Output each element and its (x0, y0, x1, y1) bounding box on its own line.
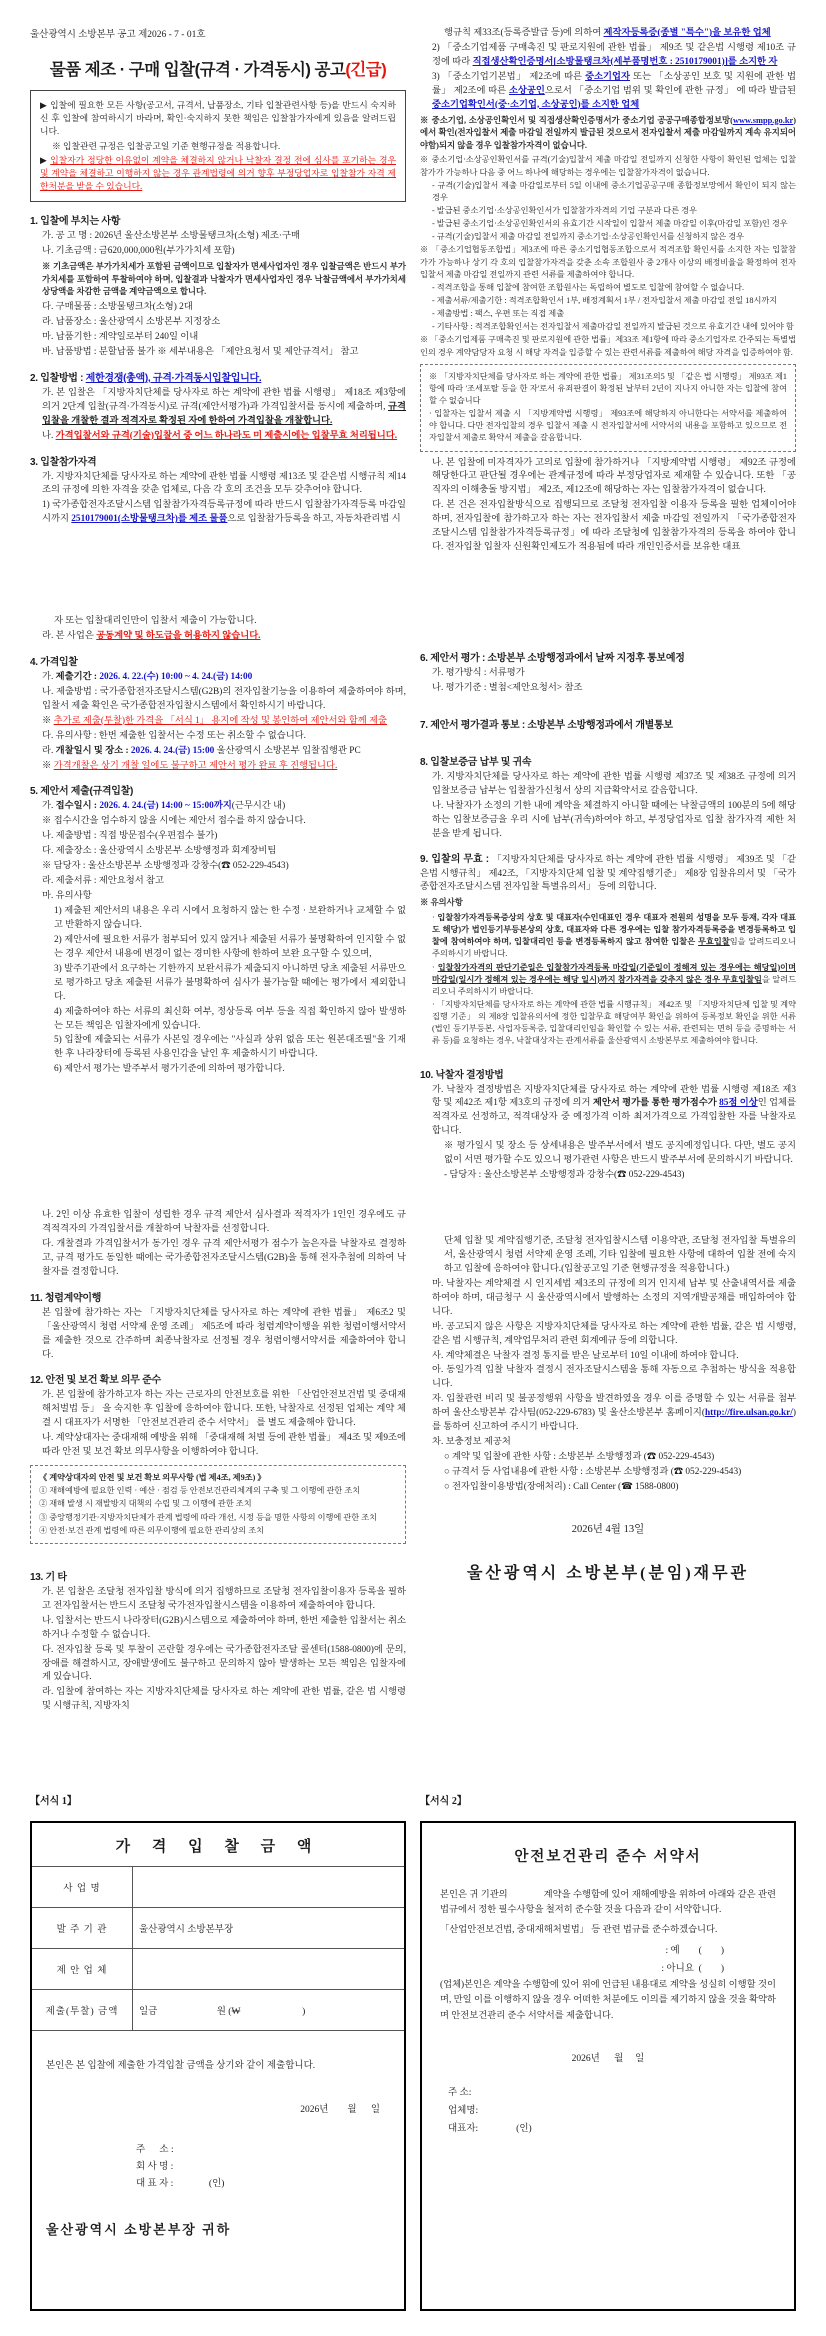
notice-number: 울산광역시 소방본부 공고 제2026 - 7 - 01호 (30, 30, 206, 40)
text-block: ※ 「중소기업협동조합법」제3조에 따른 중소기업협동조합으로서 적격조합 확인서를 소지한 자는 입찰참가가 가능하나 상기 각 호의 입찰참가자격을 갖춘 소속 조합원사 중 2개사 이상의 배정비율을 확정하여 전자입찰서 제출 마감일 전일까지 관련 서류를 제출하여야 합니다. (420, 245, 796, 279)
form2-paragraph-2: 「산업안전보건법, 중대재해처벌법」 등 관련 법규를 준수하겠습니다. (440, 1924, 718, 1935)
text-block: 차. 보충정보 제공처 (432, 1437, 511, 1448)
text-block: 2) 「중소기업제품 구매촉진 및 판로지원에 관한 법률」 제9조 및 같은법 시행령 제10조 규정에 따라 직접생산확인증명서[소방물탱크차(세부품명번호 : 2510179001)]를 소지한 자 (432, 42, 796, 67)
spacer (420, 697, 796, 707)
text-block: - 제출서류/제출기한 : 적격조합확인서 1부, 배정계획서 1부 / 전자입찰서 제출 마감일 전일 18시까지 (432, 296, 778, 305)
section-heading: 7. 제안서 평가결과 통보 : 소방본부 소방행정과에서 개별통보 (420, 719, 673, 731)
form1-bidder-value (133, 1949, 405, 1990)
section-heading: 6. 제안서 평가 : 소방본부 소방행정과에서 날짜 지정후 통보예정 (420, 653, 685, 664)
text-block: 마. 낙찰자는 계약체결 시 인지세법 제3조의 규정에 의거 인지세 납부 및 산출내역서를 제출하여야 하며, 대금청구 시 울산광역시에서 발행하는 소정의 지역개발공채를 매입하여야 합니다. (432, 1278, 796, 1317)
text-block: 마. 납품기한 : 계약일로부터 240일 이내 (42, 331, 199, 342)
text-block: - 적격조합을 통해 입찰에 참여한 조합원사는 독립하여 별도로 입찰에 참여할 수 없습니다. (432, 282, 745, 292)
text-block: 나. 제출방법 : 국가종합전자조달시스템(G2B)의 전자입찰기능을 이용하여 제출하여야 하며, 입찰서 제출 확인은 국가종합전자입찰시스템에서 확인하시기 바랍니다. (42, 686, 406, 711)
form2-date-line: 2026년 월 일 (571, 2053, 645, 2064)
text-block: 다. 개찰결과 가격입찰서가 동가인 경우 규격 제안서평가 점수가 높은자를 낙찰자로 결정하고, 규격 평가도 동일한 때에는 국가종합전자조달시스템(G2B)을 통해 전자추첨에 의하여 낙찰자를 결정합니다. (42, 1238, 406, 1277)
form2-no-option: : 아니요 ( ) (661, 1963, 724, 1974)
form1-label: 【서식 1】 (30, 1796, 77, 1807)
text-block: ▶ 입찰자가 정당한 이유없이 계약을 체결하지 않거나 낙찰자 결정 전에 심사를 포기하는 경우 및 계약을 체결하고 이행하지 않는 경우 관계법령에 의거 향후 부정당업자로 입찰참가 자격 제한처분을 받을 수 있습니다. (40, 154, 396, 192)
text-block: · 입찰참가자격의 판단기준일은 입찰참가자격등록 마감일(기준일이 정해져 있는 경우에는 해당일)이며 마감일(일시가 정해져 있는 경우에는 해당 일시)까지 참가자격을 갖추지 않은 경우 무효입찰임을 알려드리오니 주의하시기 바랍니다. (432, 962, 796, 996)
form1-bidder-label: 제 안 업 체 (32, 1949, 133, 1990)
text-block: ※ 중소기업, 소상공인확인서 및 직접생산확인증명서가 중소기업 공공구매종합정보망(www.smpp.go.kr)에서 확인(전자입찰서 제출 마감일 전일까지 발급된 것으로서 전자입찰서 제출 마감일까지 계속 유지되어야함)되지 않을 경우 입찰참가자격이 없습니다. (420, 115, 796, 150)
form1-amount-label: 제출(투찰) 금액 (32, 1990, 133, 2031)
text-block: 자 또는 입찰대리인만이 입찰서 제출이 가능합니다. (54, 616, 257, 626)
text-block: 행규칙 제33조(등록증발급 등)에 의하여 제작자등록증(종별 "특수")을 보유한 업체 (444, 28, 771, 38)
text-block: ※ 평가일시 및 장소 등 상세내용은 발주부서에서 별도 공지예정입니다. 다만, 별도 공지 없이 서면 평가할 수도 있으니 평가관련 사항은 반드시 발주부서에 문의하시기 바랍니다. (444, 1141, 796, 1166)
text-block: 1) 제출된 제안서의 내용은 우리 시에서 요청하지 않는 한 수정 · 보완하거나 교체할 수 없고 반환하지 않습니다. (54, 906, 406, 930)
text-block: - 담당자 : 울산소방본부 소방행정과 강창수(☎ 052-229-4543) (444, 1170, 685, 1181)
text-block: 4) 제출하여야 하는 서류의 최신화 여부, 정상등록 여부 등을 직접 확인하지 않아 발생하는 모든 책임은 입찰자에게 있습니다. (54, 1006, 406, 1031)
form2-yes-option: : 예 ( ) (665, 1945, 724, 1956)
text-block: 가. 본 입찰은 「지방자치단체를 당사자로 하는 계약에 관한 법률 시행령」 제18조 제3항에 의거 2단계 입찰(규격·가격동시)로 규격(제안서평가)과 가격입찰서를 동시에 제출하며, 규격입찰을 개찰한 결과 적격자로 확정된 자에 한하여 가격입찰을 개찰합니다. (42, 387, 406, 426)
text-block: 3) 발주기관에서 요구하는 기한까지 보완서류가 제출되지 아니하면 당초 제출된 서류만으로 평가하고 당초 제출된 서류가 불명확하여 심사가 불가능할 때에는 평가에서 제외합니다. (54, 963, 406, 1002)
text-block: 나. 기초금액 : 금620,000,000원(부가가치세 포함) (42, 246, 235, 257)
text-block: 9. 입찰의 무효 : 「지방자치단체를 당사자로 하는 계약에 관한 법률 시행령」 제39조 및 「같은법 시행규칙」 제42조, 「지방자치단체 입찰 및 계약집행기준」 제8장 입찰유의서 및 「국가종합전자조달시스템 전자입찰 특별유의서」 등에 의합니다. (420, 853, 796, 893)
text-block: 나. 입찰서는 반드시 나라장터(G2B)시스템으로 제출하여야 하며, 한번 제출한 입찰서는 취소하거나 수정할 수 없습니다. (42, 1615, 406, 1640)
text-block: 나. 제출방법 : 직접 방문접수(우편접수 불가) (42, 831, 218, 842)
form1-signature-fields (136, 2141, 404, 2189)
text-block: 5) 입찰에 제출되는 서류가 사본일 경우에는 "사실과 상위 없음 또는 원본대조필"을 기재한 후 나라장터에 등록된 사용인감을 날인 후 제출하시기 바랍니다. (54, 1035, 406, 1060)
text-block: ※ 「지방자치단체를 당사자로 하는 계약에 관한 법률」 제31조의5 및 「같은 법 시행령」 제93조 제1항에 따라 '조세포탈 등을 한 자'로서 유죄판결이 확정된 날부터 2년이 지나지 아니한 자는 입찰에 참여할 수 없습니다 (429, 371, 787, 405)
section-heading: 12. 안전 및 보건 확보 의무 준수 (30, 1375, 161, 1387)
text-block: 다. 구매물품 : 소방물탱크차(소형) 2대 (42, 302, 193, 313)
form1-address-field: 주 소 : (136, 2145, 174, 2155)
form1-project-label: 사 업 명 (32, 1867, 133, 1908)
pledge-note-box (420, 364, 796, 452)
text-block: ※ 중소기업·소상공인확인서를 규격(기술)입찰서 제출 마감일 전일까지 신청한 사항이 확인된 업체는 입찰참가가 가능하나 다음 중 어느 하나에 해당하는 경우에는 입찰참가자격이 없습니다. (420, 155, 796, 177)
spacer (420, 1049, 796, 1057)
notice-box (30, 90, 406, 202)
text-block: - 제출방법 : 팩스, 우편 또는 직접 제출 (432, 309, 565, 319)
form2-company-field: 업체명: (448, 2105, 479, 2116)
spacer (420, 734, 796, 744)
text-block: - 규격(기술)입찰서 제출 마감일 전일까지 중소기업·소상공인확인서를 신청하지 않은 경우 (432, 232, 745, 242)
form1-amount-value: 일금 원 (₩ ) (133, 1990, 405, 2031)
text-block: 다. 유의사항 : 한번 제출한 입찰서는 수정 또는 취소할 수 없습니다. (42, 730, 306, 741)
price-bid-form-box (30, 1821, 406, 2311)
form2-title: 안전보건관리 준수 서약서 (514, 1849, 702, 1865)
text-block: 가. 공 고 명 : 2026년 울산소방본부 소방물탱크차(소형) 제조·구매 (42, 231, 300, 242)
table-row (32, 1867, 404, 1908)
section-heading: 13. 기 타 (30, 1571, 67, 1583)
text-block: ○ 규격서 등 사업내용에 관한 사항 : 소방본부 소방행정과 (☎ 052-229-4543) (444, 1467, 742, 1477)
form1-title: 가 격 입 찰 금 액 (32, 1823, 404, 1867)
text-block: 라. 납품장소 : 울산광역시 소방본부 지정장소 (42, 316, 221, 327)
page-4 (420, 584, 796, 1181)
text-block: 가. 접수일시 : 2026. 4. 24.(금) 14:00 ~ 15:00까지(근무시간 내) (42, 801, 286, 812)
spacer (420, 843, 796, 851)
form1-table (32, 1867, 404, 2031)
sheet-2 (0, 584, 826, 1181)
section-heading: 4. 가격입찰 (30, 656, 78, 668)
section-heading: 10. 낙찰자 결정방법 (420, 1069, 504, 1081)
text-block: 나. 가격입찰서와 규격(기술)입찰서 중 어느 하나라도 미 제출시에는 입찰무효 처리됩니다. (42, 430, 398, 441)
text-block: - 규격(기술)입찰서 제출 마감일로부터 5일 이내에 중소기업공공구매 종합정보망에서 확인이 되지 않는 경우 (432, 180, 796, 202)
sheet-3 (0, 1168, 826, 1752)
form2-signature-fields (448, 2084, 794, 2134)
text-block: - 기타사항 : 적격조합확인서는 전자입찰서 제출마감일 전일까지 발급된 것으로 유효기간 내에 있어야 함 (432, 322, 794, 332)
safety-pledge-form-box (420, 1821, 796, 2311)
text-block: 라. 본 사업은 공동계약 및 하도급을 허용하지 않습니다. (42, 630, 261, 641)
text-block: 다. 전자입찰 등록 및 투찰이 곤란할 경우에는 국가종합전자조달 콜센터(1588-0800)에 문의, 장애를 해결하시고, 장애발생에도 불구하고 문의하지 않아 발생하는 모든 책임은 입찰자에게 있습니다. (42, 1644, 406, 1683)
spacer (30, 1549, 406, 1559)
text-block: 나. 평가기준 : 별첨<제안요청서> 참조 (432, 682, 583, 693)
text-block: - 발급된 중소기업·소상공인확인서의 유효기간 시작일이 입찰서 제출 마감일 이후(마감일 포함)인 경우 (432, 219, 788, 229)
form2-label: 【서식 2】 (420, 1796, 467, 1807)
text-block: ① 재해예방에 필요한 인력 · 예산 · 점검 등 안전보건관리체계의 구축 및 그 이행에 관한 조치 (39, 1486, 361, 1496)
text-block: 가. 지방자치단체를 당사자로 하는 계약에 관한 법률 시행령 제13조 및 같은법 시행규칙 제14조의 규정에 의한 자격을 갖춘 업체로, 다음 각 호의 조건을 모두 갖추어야 합니다. (42, 471, 406, 496)
text-block: · 입찰자는 입찰서 제출 시 「지방계약법 시행령」 제93조에 해당하지 아니한다는 서약서를 제출하여야 합니다. 다만 전자입찰의 경우 입찰서 제출 시 전자입찰서에 서약서의 내용을 포함하고 있으므로 전자입찰서 제출로 확약서 제출을 갈음합니다. (429, 409, 787, 443)
form1-agency-label: 발 주 기 관 (32, 1908, 133, 1949)
text-block: 가. 낙찰자 결정방법은 지방자치단체를 당사자로 하는 계약에 관한 법률 시행령 제18조 제3항 및 제42조 제1항 제3호의 규정에 의거 제안서 평가를 통한 평가점수가 85점 이상인 업체를 적격자로 선정하고, 적격대상자 중 예정가격 이하 최저가격으로 가격입찰한 자를 낙찰자로 합니다. (432, 1084, 796, 1137)
text-block: 나. 낙찰자가 소정의 기한 내에 계약을 체결하지 아니할 때에는 낙찰금액의 100분의 5에 해당하는 입찰보증금을 우리 시에 납부(귀속)하여야 하고, 부정당업자로 입찰 참가자격 제한 처분을 받게 됩니다. (432, 800, 796, 839)
section-heading: 8. 입찰보증금 납부 및 귀속 (420, 756, 532, 768)
form1-agency-value: 울산광역시 소방본부장 (133, 1908, 405, 1949)
text-block: 가. 평가방식 : 서류평가 (432, 668, 525, 678)
text-block: ○ 계약 및 입찰에 관한 사항 : 소방본부 소방행정과 (☎ 052-229-4543) (444, 1452, 715, 1463)
text-block: ▶ 입찰에 필요한 모든 사항(공고서, 규격서, 납품장소, 기타 입찰관련사항 등)을 반드시 숙지하신 후 입찰에 참여하시기 바라며, 확인·숙지하지 못한 책임은 입찰참가자에게 있음을 알려드립니다. (40, 100, 396, 137)
section-heading: 5. 제안서 제출(규격입찰) (30, 786, 133, 798)
announcement-date: 2026년 4월 13일 (571, 1523, 645, 1535)
form1-addressee: 울산광역시 소방본부장 귀하 (46, 2222, 232, 2237)
page-3 (30, 584, 406, 1168)
text-block: 라. 입찰에 참여하는 자는 지방자치단체를 당사자로 하는 계약에 관한 법률, 같은 법 시행령 및 시행규칙, 지방자치 (42, 1687, 406, 1712)
text-block: 마. 유의사항 (42, 891, 92, 902)
text-block: ※ 유의사항 (420, 898, 463, 908)
page-6 (420, 1168, 796, 1752)
text-block: ※ 가격개찰은 상기 개찰 일에도 불구하고 제안서 평가 완료 후 진행됩니다. (42, 760, 338, 771)
text-block: 1) 국가종합전자조달시스템 입찰참가자격등록규정에 따라 반드시 입찰참가자격등록 마감일시까지 2510179001(소방물탱크차)를 제조 물품으로 입찰참가등록을 하고, 자동차관리법 시 (42, 500, 406, 525)
price-bid-form-page (30, 1752, 406, 2336)
form2-address-field: 주 소: (448, 2087, 472, 2098)
text-block: 본 입찰에 참가하는 자는 「지방자치단체를 당사자로 하는 계약에 관한 법률」 제6조2 및 「울산광역시 청렴 서약제 운영 조례」 제5조에 따라 청렴계약이행을 위한 청렴이행서약서를 제출한 것으로 간주하며 최종낙찰자로 선정될 경우 청렴이행서약서를 제출하여야 합니다. (42, 1307, 406, 1360)
text-block: ※ 기초금액은 부가가치세가 포함된 금액이므로 입찰자가 면세사업자인 경우 입찰금액은 반드시 부가가치세를 포함하여 투찰하여야 하며, 입찰결과 낙찰자가 면세사업자인 경우 낙찰금액에서 부가가치세 상당액을 차감한 금액을 계약금액으로 합니다. (42, 262, 406, 297)
text-block: 가. 제출기간 : 2026. 4. 22.(수) 10:00 ~ 4. 24.(금) 14:00 (42, 671, 253, 682)
text-block: ○ 전자입찰이용방법(장애처리) : Call Center (☎ 1588-0800) (444, 1481, 679, 1492)
section-heading: 3. 입찰참가자격 (30, 456, 97, 468)
text-block: 6) 제안서 평가는 발주부서 평가기준에 의하여 평가합니다. (54, 1064, 285, 1075)
text-block: 가. 본 입찰에 참가하고자 하는 자는 근로자의 안전보호를 위한 「산업안전보건법 및 중대재해처벌법 등」 을 숙지한 후 입찰에 응하여야 합니다. 또한, 낙찰자로 선정된 업체는 계약 체결 시 대표자가 서명한 「안전보건관리 준수 서약서」 를 별도 제출해야 합니다. (42, 1390, 406, 1429)
text-block: 3) 「중소기업기본법」 제2조에 따른 중소기업자 또는 「소상공인 보호 및 지원에 관한 법률」 제2조에 따른 소상공인으로서 「중소기업 범위 및 확인에 관한 규정」 에 따라 발급된 중소기업확인서(중·소기업, 소상공인)를 소지한 업체 (432, 71, 796, 110)
text-block: 사. 계약체결은 낙찰자 결정 통지를 받은 날로부터 10일 이내에 하여야 합니다. (432, 1350, 739, 1361)
page-title: 물품 제조 · 구매 입찰(규격 · 가격동시) 공고(긴급) (49, 61, 387, 79)
section-heading: 11. 청렴계약이행 (30, 1292, 102, 1304)
text-block: 나. 본 입찰에 미자격자가 고의로 입찰에 참가하거나 「지방계약법 시행령」 제92조 규정에 해당한다고 판단될 경우에는 관계규정에 따라 부정당업자로 제재할 수 있습니다. 또한 「공직자의 이해충돌 방지법」 제2조, 제12조에 해당하는 자는 입찰참가자격이 없습니다. (432, 457, 796, 496)
text-block: - 발급된 중소기업·소상공인확인서가 입찰참가자격의 기업 구분과 다른 경우 (432, 206, 697, 216)
text-block: 자. 입찰관련 비리 및 불공정행위 사항을 발견하였을 경우 이를 증명할 수 있는 서류를 첨부하여 울산소방본부 감사팀(052-229-6783) 및 울산소방본부 홈페이지(http://fire.ulsan.go.kr/)를 통하여 신고하여 주시기 바랍니다. (432, 1394, 796, 1433)
text-block: 아. 동일가격 입찰 낙찰자 결정시 전자조달시스템을 통해 자동으로 추첨하는 방식을 적용합니다. (432, 1365, 796, 1390)
text-block: ※ 담당자 : 울산소방본부 소방행정과 강창수(☎ 052-229-4543) (42, 861, 289, 872)
issuing-authority: 울산광역시 소방본부(분임)재무관 (466, 1564, 750, 1582)
text-block: 《 계약상대자의 안전 및 보건 확보 의무사항 (법 제4조, 제9조) 》 (39, 1473, 266, 1483)
text-block: ③ 중앙행정기관·지방자치단체가 관계 법령에 따라 개선, 시정 등을 명한 사항의 이행에 관한 조치 (39, 1512, 378, 1522)
text-block: ② 재해 발생 시 재발방지 대책의 수립 및 그 이행에 관한 조치 (39, 1499, 252, 1509)
sheet-4 (0, 1752, 826, 2336)
sheet-1 (0, 0, 826, 584)
section-heading: 2. 입찰방법 : 제한경쟁(총액), 규격·가격동시입찰입니다. (30, 372, 262, 384)
table-row (32, 1949, 404, 1990)
text-block: 바. 납품방법 : 분할납품 불가 ※ 세부내용은 「제안요청서 및 제안규격서」 참고 (42, 346, 359, 357)
text-block: 나. 2인 이상 유효한 입찰이 성립한 경우 규격 제안서 심사결과 적격자가 1인인 경우에도 규격적격자의 가격입찰서를 개찰하여 낙찰자를 선정합니다. (42, 1210, 406, 1234)
form1-date-line: 2026년 월 일 (300, 2105, 380, 2115)
text-block: 라. 개찰일시 및 장소 : 2026. 4. 24.(금) 15:00 울산광역시 소방본부 입찰집행관 PC (42, 745, 361, 756)
text-block: 가. 본 입찰은 조달청 전자입찰 방식에 의거 집행하므로 조달청 전자입찰이용자 등록을 필하고 전자입찰서는 반드시 조달청 국가전자입찰시스템을 이용하여 제출하여야 합니다. (42, 1586, 406, 1611)
form1-ceo-field: 대 표 자 : (인) (136, 2179, 225, 2189)
text-block: 가. 지방자치단체를 당사자로 하는 계약에 관한 법률 시행령 제37조 및 제38조 규정에 의거 입찰보증금 납부는 입찰참가신청서 상의 지급확약서로 갈음합니다. (432, 771, 796, 796)
form2-paragraph-3: (업체)본인은 계약을 수행함에 있어 위에 언급된 내용대로 계약을 성실히 이행할 것이며, 만일 이를 이행하지 않을 경우 어떠한 처분에도 이의를 제기하지 않을 것을 확약하며 안전보건관리 준수 서약서를 제출합니다. (440, 1979, 776, 2021)
form2-ceo-field: 대표자: (인) (448, 2123, 532, 2134)
text-block: 다. 본 건은 전자입찰방식으로 집행되므로 조달청 전자입찰 이용자 등록을 필한 업체이어야 하며, 전자입찰에 참가하고자 하는 자는 전자입찰서 제출 마감일 전일까지 「국가종합전자조달시스템 입찰참가자격등록규정」에 따라 조달청에 입찰참가자격의 등록을 하여야 합니다. 전자입찰 입찰자 신원확인제도가 적용됨에 따라 개인인증서를 보유한 대표 (432, 500, 796, 553)
text-block: 나. 계약상대자는 중대재해 예방을 위해 「중대재해 처벌 등에 관한 법률」 제4조 및 제9조에 따라 안전 및 보건 확보 의무사항을 이행하여야 합니다. (42, 1433, 406, 1458)
form1-company-field: 회 사 명 : (136, 2162, 174, 2172)
form2-paragraph-1: 본인은 귀 기관의 계약을 수행함에 있어 재해예방을 위하여 아래와 같은 관련 법규에서 정한 필수사항을 철저히 준수할 것을 다음과 같이 서약합니다. (440, 1890, 779, 1916)
text-block: ※ 입찰관련 규정은 입찰공고일 기준 현행규정을 적용합니다. (52, 140, 281, 151)
text-block: 2) 제안서에 필요한 서류가 첨부되어 있지 않거나 제출된 서류가 불명확하여 인지할 수 없는 경우 제안서 내용에 변경이 없는 경미한 사항에 한하여 보완 요구할 수 있으며, (54, 934, 406, 959)
text-block: ※ 「중소기업제품 구매촉진 및 판로지원에 관한 법률」제33조 제1항에 따라 중소기업자로 간주되는 특별법인의 경우 계약담당자 요청 시 해당 자격을 입증할 수 있는 관련서류를 제출하여 해당 자격을 입증하여야 함. (420, 335, 796, 357)
table-row (32, 1990, 404, 2031)
page-5 (30, 1168, 406, 1752)
table-row (32, 1908, 404, 1949)
page-1 (30, 0, 406, 584)
safety-obligations-box (30, 1465, 406, 1544)
safety-pledge-form-page (420, 1752, 796, 2336)
text-block: 단체 입찰 및 계약집행기준, 조달청 전자입찰시스템 이용약관, 조달청 전자입찰 특별유의서, 울산광역시 청렴 서약제 운영 조례, 기타 입찰에 필요한 사항에 대하여 입찰 전에 숙지하고 입찰에 응하여야 합니다.(입찰공고일 기준 현행규정을 적용합니다.) (444, 1236, 796, 1274)
form1-pledge-text: 본인은 본 입찰에 제출한 가격입찰 금액을 상기와 같이 제출합니다. (46, 2061, 316, 2071)
page-2 (420, 0, 796, 584)
text-block: · 입찰참가자격등록증상의 상호 및 대표자(수인대표인 경우 대표자 전원의 성명을 모두 등재, 각자 대표도 해당)가 법인등기부등본상의 상호, 대표자와 다른 경우에는 입찰 참가자격등록증을 변경등록하고 입찰에 참여하여야 하며, 입찰대리인 등을 변경등록하지 않고 참여한 입찰은 무효입찰임을 알려드리오니 주의하시기 바랍니다. (432, 912, 796, 959)
section-heading: 1. 입찰에 부치는 사항 (30, 216, 121, 228)
text-block: 라. 제출서류 : 제안요청서 참고 (42, 876, 164, 887)
text-block: · 「지방자치단체를 당사자로 하는 계약에 관한 법률 시행규칙」 제42조 및 「지방자치단체 입찰 및 계약 집행 기준」 의 제8장 입찰유의서에 정한 입찰무효 해당여부 확인을 위하여 등록정보 확인을 위한 서류(법인 등기부등본, 사업자등록증, 입찰대리인임을 확인할 수 있는 서류, 관련되는 면허 등을 증명하는 서류 등)를 요청하는 경우, 낙찰대상자는 관계서류를 울산광역시 소방본부로 제출하여야 합니다. (432, 999, 796, 1046)
text-block: ※ 추가로 제출(투찰)한 가격을 「서식 1」 용지에 작성 및 봉인하여 제안서와 함께 제출 (42, 715, 388, 726)
form1-project-value (133, 1867, 405, 1908)
text-block: ※ 접수시간을 엄수하지 않을 시에는 제안서 접수를 하지 않습니다. (42, 816, 306, 827)
text-block: ④ 안전·보건 관계 법령에 따른 의무이행에 필요한 관리상의 조치 (39, 1525, 265, 1535)
text-block: 바. 공고되지 않은 사항은 지방자치단체를 당사자로 하는 계약에 관한 법률, 같은 법 시행령, 같은 법 시행규칙, 계약업무처리 관련 회계예규 등에 의합니다. (432, 1321, 796, 1346)
text-block: 다. 제출장소 : 울산광역시 소방본부 소방행정과 회계장비팀 (42, 846, 277, 857)
